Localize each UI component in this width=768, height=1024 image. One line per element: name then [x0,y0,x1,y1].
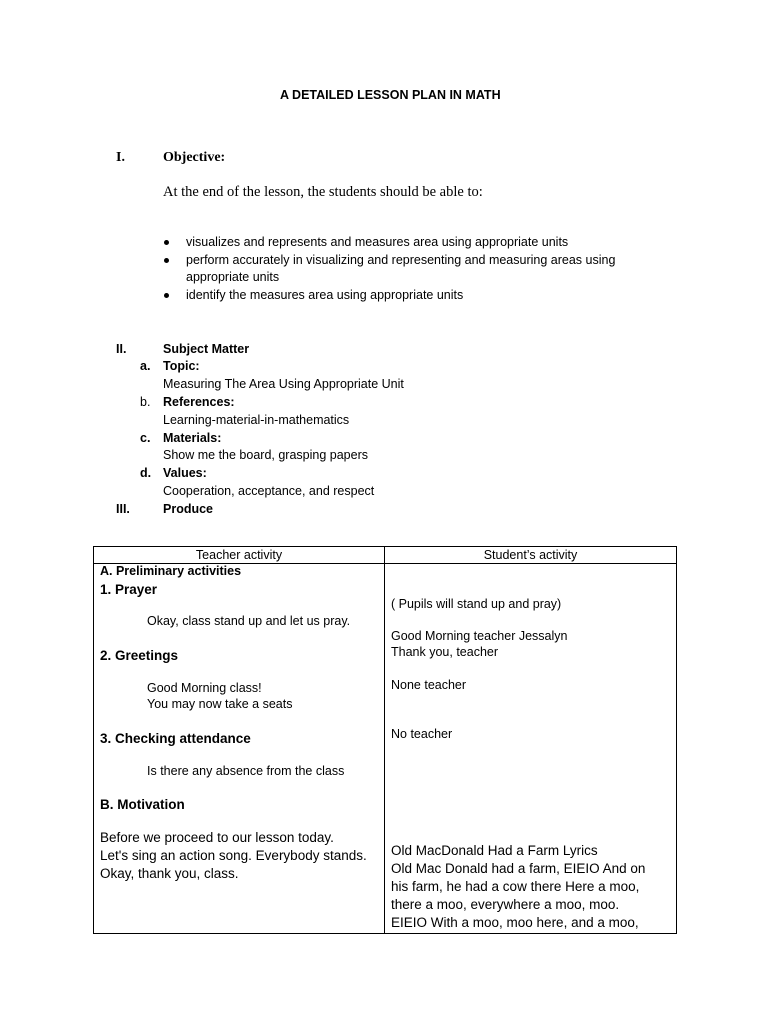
objective-heading: Objective: [163,150,226,165]
greetings-line-2: You may now take a seats [147,697,293,711]
student-activity-cell [385,564,677,934]
table-header-row [94,547,677,564]
student-activity-header: Student’s activity [385,547,677,564]
motivation-line-3: Okay, thank you, class. [100,866,239,881]
topic-value: Measuring The Area Using Appropriate Unit [163,377,404,391]
section-numeral-2: II. [116,342,127,356]
motivation-line-2: Let's sing an action song. Everybody stands. [100,848,367,863]
item-letter-d: d. [140,466,152,480]
section-numeral-3: III. [116,502,130,516]
objective-bullet-3: identify the measures area using appropriate units [186,288,464,302]
song-line-4: EIEIO With a moo, moo here, and a moo, [391,915,639,930]
song-title: Old MacDonald Had a Farm Lyrics [391,843,598,858]
motivation-heading: B. Motivation [100,797,185,812]
item-letter-b: b. [140,395,151,409]
bullet-icon [164,240,169,245]
bullet-icon [164,293,169,298]
prayer-response: ( Pupils will stand up and pray) [391,597,562,611]
prayer-text: Okay, class stand up and let us pray. [147,614,351,628]
procedure-heading: Produce [163,502,214,516]
song-line-1: Old Mac Donald had a farm, EIEIO And on [391,861,646,876]
topic-label: Topic: [163,359,200,373]
teacher-activity-cell [94,564,385,934]
item-letter-a: a. [140,359,151,373]
attendance-text: Is there any absence from the class [147,764,345,778]
objective-bullet-2-cont: appropriate units [186,270,280,284]
document-title: A DETAILED LESSON PLAN IN MATH [280,88,501,102]
motivation-line-1: Before we proceed to our lesson today. [100,830,334,845]
materials-label: Materials: [163,431,222,445]
references-value: Learning-material-in-mathematics [163,413,350,427]
greeting-response-2: Thank you, teacher [391,645,499,659]
objective-intro: At the end of the lesson, the students should be able to: [163,184,483,200]
objective-bullet-2: perform accurately in visualizing and representing and measuring areas using [186,253,616,267]
attendance-heading: 3. Checking attendance [100,731,251,746]
objective-bullet-1: visualizes and represents and measures area using appropriate units [186,235,569,249]
activity-table [93,546,677,934]
item-letter-c: c. [140,431,151,445]
prayer-heading: 1. Prayer [100,582,158,597]
preliminary-heading: A. Preliminary activities [100,564,242,578]
values-value: Cooperation, acceptance, and respect [163,484,375,498]
greetings-line-1: Good Morning class! [147,681,262,695]
none-response: None teacher [391,678,467,692]
values-label: Values: [163,466,207,480]
references-label: References: [163,395,235,409]
table-row [94,564,677,934]
subject-matter-heading: Subject Matter [163,342,250,356]
teacher-activity-header: Teacher activity [94,547,385,564]
greetings-heading: 2. Greetings [100,648,179,663]
greeting-response-1: Good Morning teacher Jessalyn [391,629,568,643]
song-line-3: there a moo, everywhere a moo, moo. [391,897,620,912]
materials-value: Show me the board, grasping papers [163,448,368,462]
no-response: No teacher [391,727,453,741]
section-numeral-1: I. [116,150,125,165]
song-line-2: his farm, he had a cow there Here a moo, [391,879,640,894]
bullet-icon [164,258,169,263]
